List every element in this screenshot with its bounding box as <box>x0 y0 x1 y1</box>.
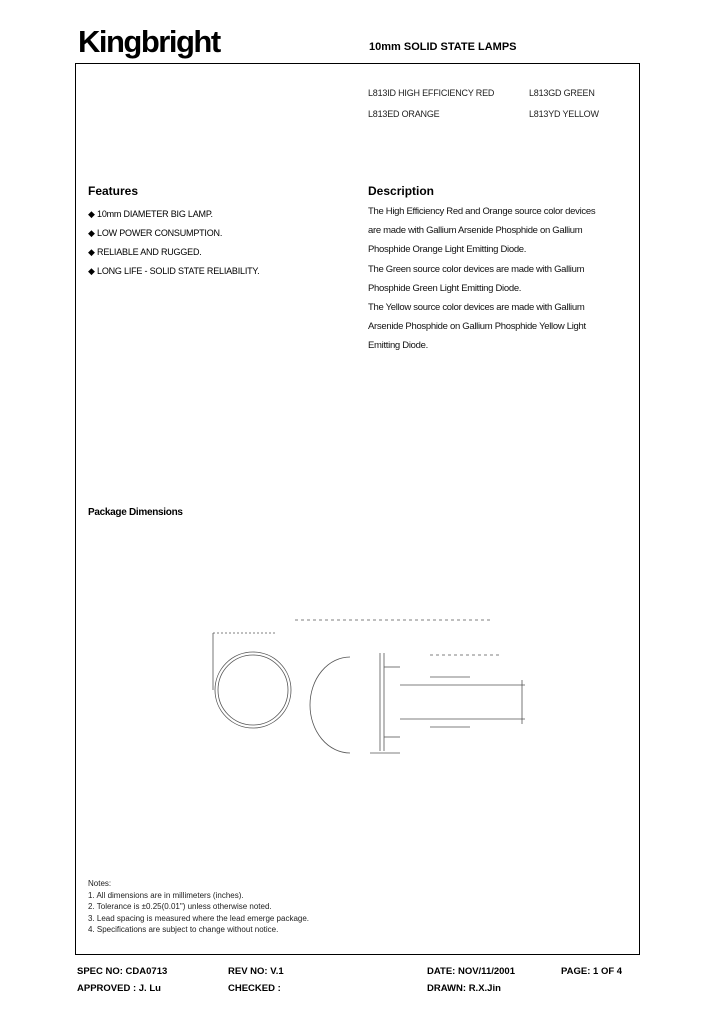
part-number-l813id: L813ID HIGH EFFICIENCY RED <box>368 88 495 98</box>
part-number-l813ed: L813ED ORANGE <box>368 109 440 119</box>
document-title: 10mm SOLID STATE LAMPS <box>369 41 517 53</box>
front-view-circle <box>215 652 291 728</box>
spec-number: SPEC NO: CDA0713 <box>77 966 168 977</box>
description-line: The Green source color devices are made with Gallium <box>368 263 585 275</box>
revision-number: REV NO: V.1 <box>228 966 284 977</box>
notes-section <box>88 878 388 936</box>
feature-item: ◆ RELIABLE AND RUGGED. <box>88 247 202 257</box>
description-line: Phosphide Green Light Emitting Diode. <box>368 282 522 294</box>
feature-item: ◆ LONG LIFE - SOLID STATE RELIABILITY. <box>88 266 260 276</box>
feature-item: ◆ LOW POWER CONSUMPTION. <box>88 228 223 238</box>
dimension-line <box>295 620 500 753</box>
features-list <box>88 205 328 281</box>
flange-outline <box>380 653 400 751</box>
description-line: The High Efficiency Red and Orange source color devices <box>368 206 596 217</box>
dimension-line <box>213 633 275 690</box>
document-date: DATE: NOV/11/2001 <box>427 966 516 977</box>
part-number-l813gd: L813GD GREEN <box>529 88 595 98</box>
feature-item: ◆ 10mm DIAMETER BIG LAMP. <box>88 209 213 219</box>
description-line: The Yellow source color devices are made with Gallium <box>368 301 585 313</box>
description-line: Emitting Diode. <box>368 340 428 352</box>
notes-heading: Notes: <box>88 879 112 888</box>
approved-by: APPROVED : J. Lu <box>77 983 161 994</box>
package-dimensions-heading: Package Dimensions <box>88 507 183 518</box>
drawn-by: DRAWN: R.X.Jin <box>427 983 501 994</box>
package-drawing <box>200 605 540 755</box>
checked-by: CHECKED : <box>228 983 281 994</box>
kingbright-logo: Kingbright <box>78 24 220 59</box>
side-view-dome <box>310 657 350 753</box>
note-item: 3. Lead spacing is measured where the lead emerge package. <box>88 913 310 923</box>
description-heading: Description <box>368 184 435 198</box>
note-item: 4. Specifications are subject to change without notice. <box>88 925 279 934</box>
description-text <box>368 202 633 356</box>
description-line: Arsenide Phosphide on Gallium Phosphide Yellow Light <box>368 321 586 333</box>
description-line: are made with Gallium Arsenide Phosphide on Gallium <box>368 225 583 237</box>
note-item: 2. Tolerance is ±0.25(0.01") unless otherwise noted. <box>88 902 272 911</box>
note-item: 1. All dimensions are in millimeters (inches). <box>88 890 244 900</box>
description-line: Phosphide Orange Light Emitting Diode. <box>368 244 527 256</box>
lead-lines <box>400 680 525 724</box>
page-number: PAGE: 1 OF 4 <box>561 966 623 977</box>
part-number-l813yd: L813YD YELLOW <box>529 109 599 119</box>
features-heading: Features <box>88 184 139 198</box>
